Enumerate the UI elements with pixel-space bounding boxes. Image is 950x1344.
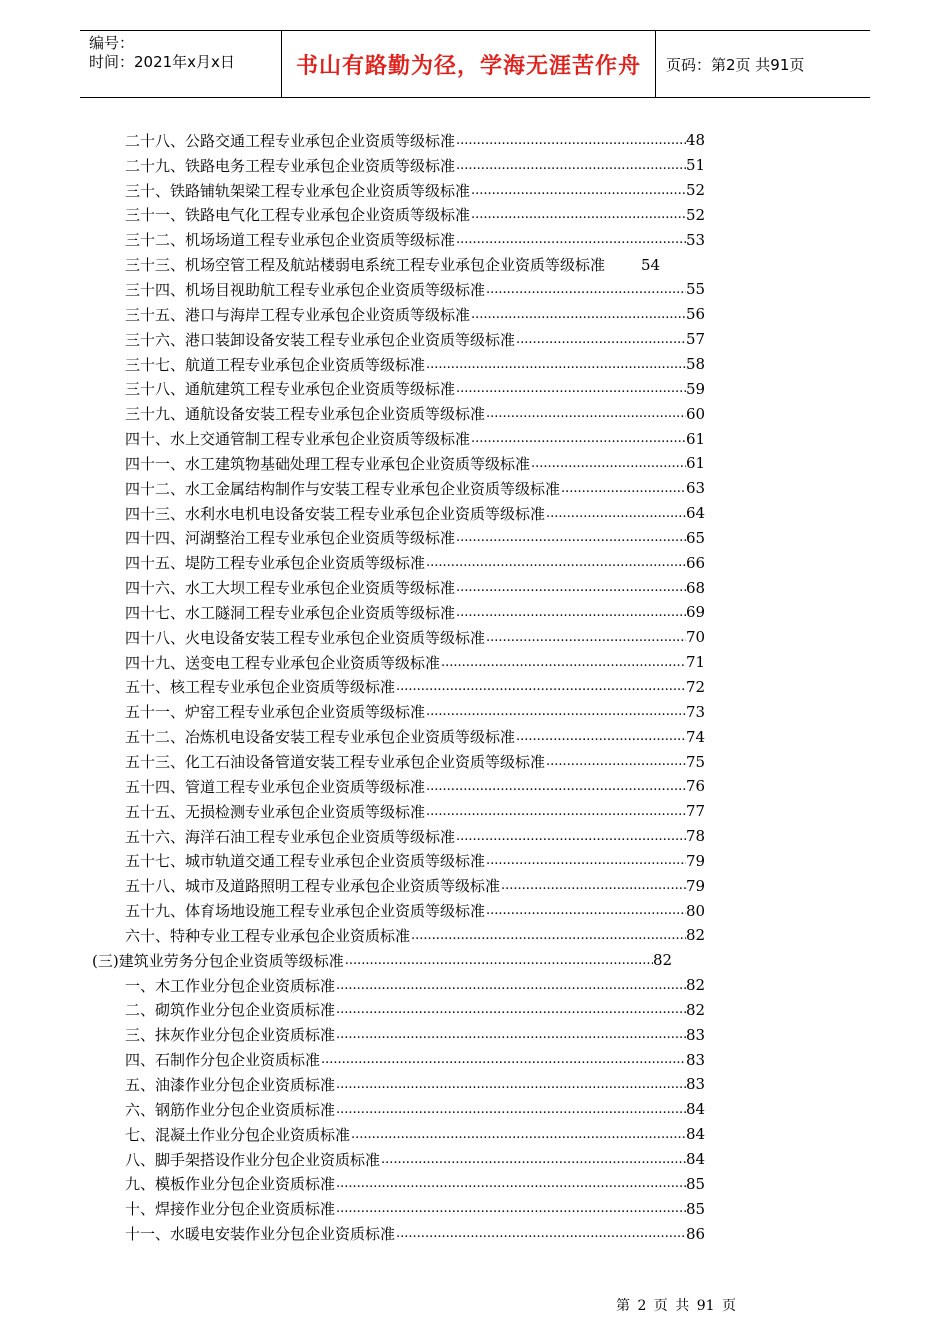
toc-entry-title: 三十二、机场场道工程专业承包企业资质等级标准: [125, 231, 456, 250]
toc-entry-page: 85: [686, 1174, 706, 1193]
toc-entry[interactable]: [80, 426, 705, 451]
toc-leader-dots: [455, 530, 686, 545]
toc-entry[interactable]: [80, 824, 705, 849]
toc-leader-dots: [530, 456, 686, 471]
toc-entry-page: 84: [686, 1100, 706, 1119]
toc-entry-title: 四十三、水利水电机电设备安装工程专业承包企业资质等级标准: [125, 504, 546, 523]
toc-leader-dots: [455, 829, 686, 844]
toc-entry-page: 79: [686, 851, 706, 870]
toc-entry-title: 五十九、体育场地设施工程专业承包企业资质等级标准: [125, 902, 486, 921]
toc-entry[interactable]: [80, 227, 705, 252]
toc-entry-page: 86: [686, 1224, 706, 1243]
toc-leader-dots: [515, 332, 686, 347]
toc-entry-title: 六十、特种专业工程专业承包企业资质标准: [125, 926, 411, 945]
toc-entry-title: 十、焊接作业分包企业资质标准: [125, 1200, 336, 1219]
toc-leader-dots: [545, 506, 686, 521]
toc-entry-title: (三)建筑业劳务分包企业资质等级标准: [92, 951, 344, 970]
toc-entry[interactable]: [80, 1022, 705, 1047]
toc-entry[interactable]: [80, 178, 705, 203]
toc-entry-page: 48: [686, 131, 706, 150]
toc-entry-page: 82: [686, 976, 706, 995]
toc-leader-dots: [455, 381, 686, 396]
toc-entry-page: 59: [686, 379, 706, 398]
toc-entry-page: 74: [686, 727, 706, 746]
toc-entry[interactable]: [80, 252, 765, 277]
toc-entry[interactable]: [80, 526, 705, 551]
table-of-contents: [80, 128, 720, 1246]
toc-entry-title: 三、抹灰作业分包企业资质标准: [125, 1026, 336, 1045]
toc-entry-title: 四十二、水工金属结构制作与安装工程专业承包企业资质等级标准: [125, 479, 561, 498]
toc-entry[interactable]: [80, 575, 705, 600]
toc-leader-dots: [410, 928, 686, 943]
toc-entry-title: 五十三、化工石油设备管道安装工程专业承包企业资质等级标准: [125, 753, 546, 772]
toc-entry-page: 80: [686, 901, 706, 920]
toc-entry-title: 四十六、水工大坝工程专业承包企业资质等级标准: [125, 579, 456, 598]
toc-leader-dots: [335, 978, 686, 993]
toc-entry[interactable]: [80, 1072, 705, 1097]
toc-entry[interactable]: [80, 774, 705, 799]
toc-entry-title: 二十九、铁路电务工程专业承包企业资质等级标准: [125, 156, 456, 175]
toc-leader-dots: [335, 1102, 686, 1117]
toc-entry[interactable]: [80, 998, 705, 1023]
toc-entry-page: 70: [686, 628, 706, 647]
toc-entry[interactable]: [80, 675, 705, 700]
time-label: 时间：2021年x月x日: [89, 53, 235, 71]
toc-entry-page: 84: [686, 1150, 706, 1169]
toc-entry-title: 五十、核工程专业承包企业资质等级标准: [125, 678, 396, 697]
toc-leader-dots: [545, 754, 686, 769]
toc-leader-dots: [500, 878, 686, 893]
toc-leader-dots: [470, 207, 686, 222]
toc-entry[interactable]: [80, 749, 705, 774]
toc-entry-page: 65: [686, 528, 706, 547]
header-motto: 书山有路勤为径，学海无涯苦作舟: [282, 31, 656, 97]
toc-entry[interactable]: [80, 128, 705, 153]
toc-leader-dots: [485, 853, 686, 868]
toc-leader-dots: [320, 1052, 686, 1067]
toc-entry[interactable]: [80, 799, 705, 824]
toc-entry-page: 85: [686, 1199, 706, 1218]
toc-entry[interactable]: [80, 476, 705, 501]
toc-entry-page: 53: [686, 230, 706, 249]
toc-leader-dots: [455, 605, 686, 620]
toc-entry-title: 五十五、无损检测专业承包企业资质等级标准: [125, 802, 426, 821]
toc-entry-title: 三十、铁路铺轨架梁工程专业承包企业资质等级标准: [125, 181, 471, 200]
toc-entry-page: 72: [686, 677, 706, 696]
toc-entry-title: 二十八、公路交通工程专业承包企业资质等级标准: [125, 131, 456, 150]
toc-entry-page: 71: [686, 653, 706, 672]
toc-entry-page: 61: [686, 429, 706, 448]
toc-leader-dots: [425, 804, 686, 819]
toc-leader-dots: [335, 1002, 686, 1017]
toc-entry-title: 四、石制作分包企业资质标准: [125, 1051, 321, 1070]
toc-leader-dots: [440, 655, 686, 670]
toc-entry-title: 九、模板作业分包企业资质标准: [125, 1175, 336, 1194]
toc-entry-page: 82: [653, 951, 673, 970]
toc-entry[interactable]: [80, 600, 705, 625]
toc-entry-title: 四十、水上交通管制工程专业承包企业资质等级标准: [125, 430, 471, 449]
toc-entry-title: 五十八、城市及道路照明工程专业承包企业资质等级标准: [125, 877, 501, 896]
toc-entry[interactable]: [80, 153, 705, 178]
toc-entry-title: 四十五、堤防工程专业承包企业资质等级标准: [125, 554, 426, 573]
toc-leader-dots: [335, 1027, 686, 1042]
toc-entry-page: 83: [686, 1025, 706, 1044]
toc-leader-dots: [335, 1077, 686, 1092]
header-meta: [80, 31, 282, 97]
toc-entry-title: 十一、水暖电安装作业分包企业资质标准: [125, 1225, 396, 1244]
toc-entry-title: 四十一、水工建筑物基础处理工程专业承包企业资质等级标准: [125, 454, 531, 473]
toc-entry-title: 七、混凝土作业分包企业资质标准: [125, 1125, 351, 1144]
toc-entry[interactable]: [80, 724, 705, 749]
toc-entry-title: 五十七、城市轨道交通工程专业承包企业资质等级标准: [125, 852, 486, 871]
toc-entry[interactable]: [80, 1047, 705, 1072]
toc-entry[interactable]: [80, 650, 705, 675]
toc-entry-page: 82: [686, 926, 706, 945]
toc-entry[interactable]: [80, 873, 705, 898]
toc-entry-page: 56: [686, 305, 706, 324]
toc-leader-dots: [470, 431, 686, 446]
toc-leader-dots: [485, 630, 686, 645]
toc-entry[interactable]: [80, 923, 705, 948]
toc-entry-page: 52: [686, 205, 706, 224]
toc-leader-dots: [515, 729, 686, 744]
toc-entry-title: 二、砌筑作业分包企业资质标准: [125, 1001, 336, 1020]
toc-entry[interactable]: [80, 1221, 705, 1246]
toc-entry-title: 三十五、港口与海岸工程专业承包企业资质等级标准: [125, 305, 471, 324]
toc-entry-page: 54: [641, 255, 661, 274]
toc-entry[interactable]: [80, 401, 705, 426]
toc-entry[interactable]: [80, 203, 705, 228]
toc-leader-dots: [470, 307, 686, 322]
toc-entry-page: 79: [686, 876, 706, 895]
toc-entry-page: 73: [686, 702, 706, 721]
toc-entry-page: 82: [686, 1000, 706, 1019]
toc-entry-title: 三十九、通航设备安装工程专业承包企业资质等级标准: [125, 405, 486, 424]
toc-entry[interactable]: [80, 302, 705, 327]
toc-entry-title: 三十一、铁路电气化工程专业承包企业资质等级标准: [125, 206, 471, 225]
toc-entry[interactable]: [80, 550, 705, 575]
number-label: 编号：: [89, 34, 135, 52]
toc-entry[interactable]: [80, 1097, 705, 1122]
toc-entry-title: 四十四、河湖整治工程专业承包企业资质等级标准: [125, 529, 456, 548]
toc-entry[interactable]: [80, 352, 705, 377]
toc-entry-title: 五十六、海洋石油工程专业承包企业资质等级标准: [125, 827, 456, 846]
toc-entry-title: 三十八、通航建筑工程专业承包企业资质等级标准: [125, 380, 456, 399]
toc-entry-page: 64: [686, 504, 706, 523]
toc-entry-title: 八、脚手架搭设作业分包企业资质标准: [125, 1150, 381, 1169]
toc-entry[interactable]: [80, 848, 705, 873]
toc-leader-dots: [470, 183, 686, 198]
toc-entry-title: 五十二、冶炼机电设备安装工程专业承包企业资质等级标准: [125, 728, 516, 747]
toc-leader-dots: [455, 133, 686, 148]
toc-entry-page: 83: [686, 1050, 706, 1069]
toc-leader-dots: [344, 953, 653, 968]
toc-entry-page: 76: [686, 777, 706, 796]
toc-leader-dots: [395, 1226, 686, 1241]
toc-entry-title: 一、木工作业分包企业资质标准: [125, 976, 336, 995]
header-page-info: 页码：第2页 共91页: [666, 55, 805, 74]
toc-entry-page: 69: [686, 603, 706, 622]
toc-entry[interactable]: [80, 501, 705, 526]
toc-entry[interactable]: [80, 451, 705, 476]
toc-leader-dots: [425, 357, 686, 372]
toc-entry[interactable]: [80, 948, 672, 973]
toc-leader-dots: [455, 158, 686, 173]
toc-entry-title: 三十三、机场空管工程及航站楼弱电系统工程专业承包企业资质等级标准: [125, 256, 606, 275]
toc-entry-page: 68: [686, 578, 706, 597]
toc-entry-page: 61: [686, 454, 706, 473]
toc-entry-page: 57: [686, 330, 706, 349]
toc-entry[interactable]: [80, 376, 705, 401]
toc-entry-page: 66: [686, 553, 706, 572]
toc-entry-title: 四十八、火电设备安装工程专业承包企业资质等级标准: [125, 628, 486, 647]
toc-entry-page: 55: [686, 280, 706, 299]
toc-leader-dots: [560, 481, 686, 496]
toc-leader-dots: [395, 679, 686, 694]
toc-entry-title: 五、油漆作业分包企业资质标准: [125, 1075, 336, 1094]
toc-entry[interactable]: [80, 327, 705, 352]
toc-entry-title: 四十九、送变电工程专业承包企业资质等级标准: [125, 653, 441, 672]
toc-leader-dots: [455, 232, 686, 247]
toc-entry-title: 六、钢筋作业分包企业资质标准: [125, 1100, 336, 1119]
toc-entry-page: 63: [686, 479, 706, 498]
page-footer: 第 2 页 共 91 页: [616, 1298, 736, 1314]
toc-leader-dots: [425, 704, 686, 719]
toc-entry[interactable]: [80, 277, 705, 302]
toc-leader-dots: [380, 1152, 686, 1167]
toc-entry-page: 84: [686, 1125, 706, 1144]
toc-leader-dots: [485, 282, 686, 297]
toc-entry-title: 五十四、管道工程专业承包企业资质等级标准: [125, 777, 426, 796]
toc-entry[interactable]: [80, 1171, 705, 1196]
toc-entry-page: 78: [686, 827, 706, 846]
page-header: [80, 30, 870, 98]
toc-entry-page: 51: [686, 156, 706, 175]
toc-entry-title: 五十一、炉窑工程专业承包企业资质等级标准: [125, 703, 426, 722]
toc-entry[interactable]: [80, 1147, 705, 1172]
toc-leader-dots: [335, 1176, 686, 1191]
toc-entry[interactable]: [80, 1196, 705, 1221]
toc-entry-title: 三十七、航道工程专业承包企业资质等级标准: [125, 355, 426, 374]
toc-entry-page: 60: [686, 404, 706, 423]
toc-entry[interactable]: [80, 1122, 705, 1147]
toc-entry-page: 58: [686, 355, 706, 374]
toc-leader-dots: [455, 580, 686, 595]
toc-leader-dots: [425, 779, 686, 794]
toc-entry[interactable]: [80, 973, 705, 998]
toc-entry-title: 四十七、水工隧洞工程专业承包企业资质等级标准: [125, 603, 456, 622]
toc-entry[interactable]: [80, 898, 705, 923]
toc-entry[interactable]: [80, 699, 705, 724]
toc-leader-dots: [350, 1127, 686, 1142]
toc-entry-title: 三十六、港口装卸设备安装工程专业承包企业资质等级标准: [125, 330, 516, 349]
toc-leader-dots: [335, 1201, 686, 1216]
toc-leader-dots: [485, 903, 686, 918]
toc-leader-dots: [485, 406, 686, 421]
toc-entry-page: 83: [686, 1075, 706, 1094]
toc-entry-title: 三十四、机场目视助航工程专业承包企业资质等级标准: [125, 280, 486, 299]
toc-leader-dots: [425, 555, 686, 570]
toc-entry-page: 52: [686, 181, 706, 200]
toc-entry-page: 77: [686, 802, 706, 821]
toc-entry-page: 75: [686, 752, 706, 771]
toc-entry[interactable]: [80, 625, 705, 650]
